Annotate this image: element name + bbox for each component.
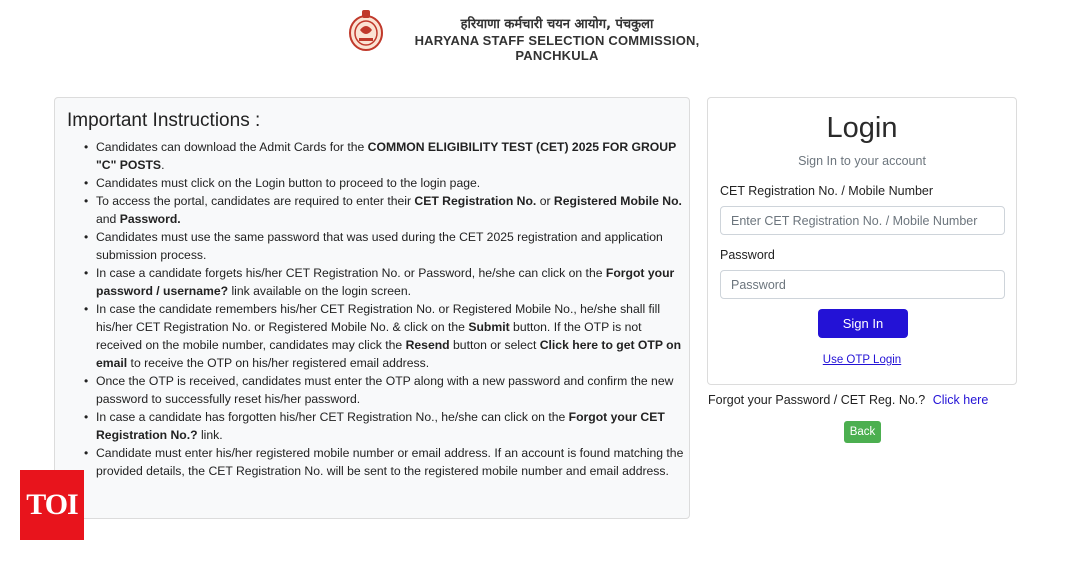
instructions-title: Important Instructions : xyxy=(67,110,261,131)
instruction-bold-text: Registered Mobile No. xyxy=(553,194,682,208)
instructions-panel xyxy=(54,97,690,519)
sign-in-button[interactable]: Sign In xyxy=(818,309,908,338)
instruction-item xyxy=(79,174,685,192)
instruction-item xyxy=(79,444,685,480)
password-input[interactable] xyxy=(720,270,1005,299)
instruction-text: In case a candidate has forgotten his/her CET Registration No., he/she can click on the xyxy=(96,410,569,424)
forgot-click-here-link[interactable]: Click here xyxy=(932,393,989,407)
haryana-emblem-icon xyxy=(348,8,384,52)
instruction-text: . xyxy=(161,158,165,172)
instruction-text: To access the portal, candidates are required to enter their xyxy=(96,194,415,208)
instruction-bold-text: Password. xyxy=(119,212,181,226)
site-header xyxy=(0,4,1070,63)
instruction-text: Candidates can download the Admit Cards for the xyxy=(96,140,368,154)
instruction-item xyxy=(79,408,685,444)
instruction-text: and xyxy=(96,212,120,226)
instruction-item xyxy=(79,264,685,300)
forgot-row xyxy=(708,393,988,407)
instruction-text: Candidates must use the same password that was used during the CET 2025 registration and application submission process. xyxy=(96,230,663,262)
otp-login-link[interactable]: Use OTP Login xyxy=(822,354,902,366)
back-button[interactable]: Back xyxy=(844,421,881,443)
instruction-text: Once the OTP is received, candidates must enter the OTP along with a new password and confirm the new password to successfully reset his/her password. xyxy=(96,374,674,406)
instruction-text: link. xyxy=(197,428,223,442)
password-label: Password xyxy=(720,248,775,262)
instruction-bold-text: Forgot your password / username? xyxy=(96,266,675,298)
login-panel xyxy=(707,97,1017,385)
instruction-item xyxy=(79,138,685,174)
instruction-text: button or select xyxy=(449,338,540,352)
forgot-text: Forgot your Password / CET Reg. No.? xyxy=(708,393,926,407)
instruction-text: In case a candidate forgets his/her CET Registration No. or Password, he/she can click on the xyxy=(96,266,606,280)
toi-watermark-logo: TOI xyxy=(20,470,84,540)
instruction-item xyxy=(79,228,685,264)
header-hindi-title: हरियाणा कर्मचारी चयन आयोग, पंचकुला xyxy=(460,17,654,32)
instruction-bold-text: Forgot your CET Registration No.? xyxy=(96,410,665,442)
registration-label: CET Registration No. / Mobile Number xyxy=(720,184,934,198)
instruction-item xyxy=(79,192,685,228)
instructions-list xyxy=(79,138,685,480)
instruction-text: In case the candidate remembers his/her CET Registration No. or Registered Mobile No., he/she shall fill his/her CET Registration No. or Registered Mobile No. & click on the xyxy=(96,302,661,334)
instruction-item xyxy=(79,300,685,372)
instruction-bold-text: CET Registration No. xyxy=(414,194,537,208)
login-title: Login xyxy=(826,112,898,144)
instruction-bold-text: Resend xyxy=(405,338,450,352)
instruction-bold-text: Submit xyxy=(468,320,510,334)
header-english-title: HARYANA STAFF SELECTION COMMISSION, PANCHKULA xyxy=(414,33,700,63)
login-subtitle: Sign In to your account xyxy=(798,154,926,168)
instruction-text: or xyxy=(536,194,554,208)
instruction-item xyxy=(79,372,685,408)
instruction-text: Candidates must click on the Login button to proceed to the login page. xyxy=(96,176,481,190)
registration-input[interactable] xyxy=(720,206,1005,235)
instruction-text: button. If the OTP is not received on the mobile number, candidates may click the xyxy=(96,320,642,352)
instruction-text: Candidate must enter his/her registered mobile number or email address. If an account is found matching the provided details, the CET Registration No. will be sent to the registered mobile number and email address. xyxy=(96,446,684,478)
instruction-text: to receive the OTP on his/her registered email address. xyxy=(127,356,430,370)
instruction-bold-text: Click here to get OTP on email xyxy=(96,338,682,370)
instruction-bold-text: COMMON ELIGIBILITY TEST (CET) 2025 FOR GROUP "C" POSTS xyxy=(96,140,677,172)
instruction-text: link available on the login screen. xyxy=(228,284,412,298)
